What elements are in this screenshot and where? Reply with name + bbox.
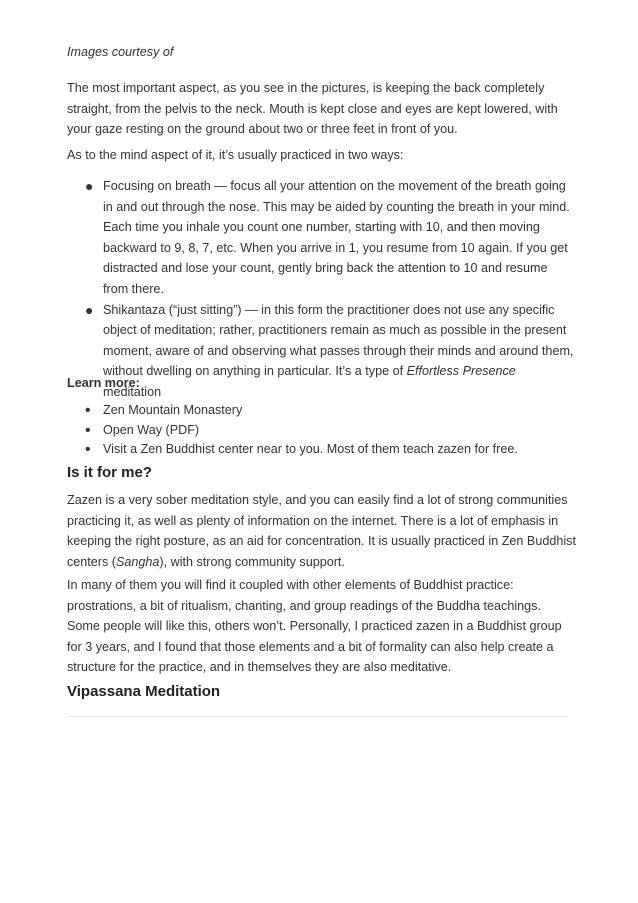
zazen-community-paragraph — [67, 490, 577, 572]
mind-intro-paragraph: As to the mind aspect of it, it’s usually practiced in two ways: — [67, 148, 404, 162]
practice-ways-list — [85, 176, 575, 403]
paragraph-text-part: ), with strong community support. — [159, 554, 345, 569]
learn-more-list — [85, 401, 575, 460]
bullet-icon: ● — [85, 301, 94, 318]
emphasis-text: Effortless Presence — [406, 364, 516, 379]
emphasis-text: Sangha — [116, 554, 160, 569]
section-heading: Is it for me? — [67, 464, 153, 481]
resource-link[interactable]: Open Way (PDF) — [103, 422, 200, 437]
bullet-icon: • — [85, 421, 91, 439]
section-heading: Vipassana Meditation — [67, 683, 221, 700]
learn-more-heading: Learn more: — [67, 376, 140, 390]
list-item-text: Focusing on breath — focus all your attention on the movement of the breath going in and out through the nose. This may be aided by counting the breath in your mind. Each time you inhale you count one number, starting with 10, and then moving backward to 9, 8, 7, etc. When you arrive in 1, you resume from 10 again. If you get distracted and lose your count, gently bring back the attention to 10 and resume from there. — [103, 179, 570, 296]
bullet-icon: ● — [85, 178, 94, 194]
list-item-text-part: meditation — [103, 384, 162, 399]
buddhist-practice-paragraph: In many of them you will find it coupled with other elements of Buddhist practice: prostrations, a bit of ritualism, chanting, and group readings of the Buddha teachings. Some people will like this, others won’t. Personally, I practiced zazen in a Buddhist group for 3 years, and I found that those elements and a bit of formality can also help create a structure for the practice, and in themselves they are also meditative. — [67, 578, 562, 675]
paragraph-text-part: Zazen is a very sober meditation style, and you can easily find a lot of strong communities practicing it, as well as plenty of information on the internet. There is a lot of emphasis in keeping the right posture, as an aid for concentration. It is usually practiced in Zen Buddhist centers ( — [67, 493, 576, 569]
list-item — [85, 176, 575, 300]
bullet-icon: • — [85, 441, 91, 458]
list-item — [85, 300, 575, 403]
posture-paragraph: The most important aspect, as you see in the pictures, is keeping the back completely straight, from the pelvis to the neck. Mouth is kept close and eyes are kept lowered, with your gaze resting on the ground about two or three feet in front of you. — [67, 81, 558, 137]
bullet-icon: • — [85, 402, 91, 419]
list-item-text-part: Shikantaza (“just sitting”) — in this form the practitioner does not use any specific object of meditation; rather, practitioners remain as much as possible in the present moment, aware of and observing what passes through their minds and around them, without dwelling on anything in particular. It’s a type of — [103, 302, 574, 379]
section-divider — [67, 716, 567, 717]
image-caption: Images courtesy of — [67, 45, 174, 59]
list-item[interactable] — [85, 401, 575, 421]
list-item[interactable] — [85, 421, 575, 441]
list-item-text — [103, 300, 575, 403]
list-item — [85, 440, 575, 460]
list-item-text: Visit a Zen Buddhist center near to you. Most of them teach zazen for free. — [103, 442, 518, 456]
resource-link[interactable]: Zen Mountain Monastery — [103, 403, 243, 417]
